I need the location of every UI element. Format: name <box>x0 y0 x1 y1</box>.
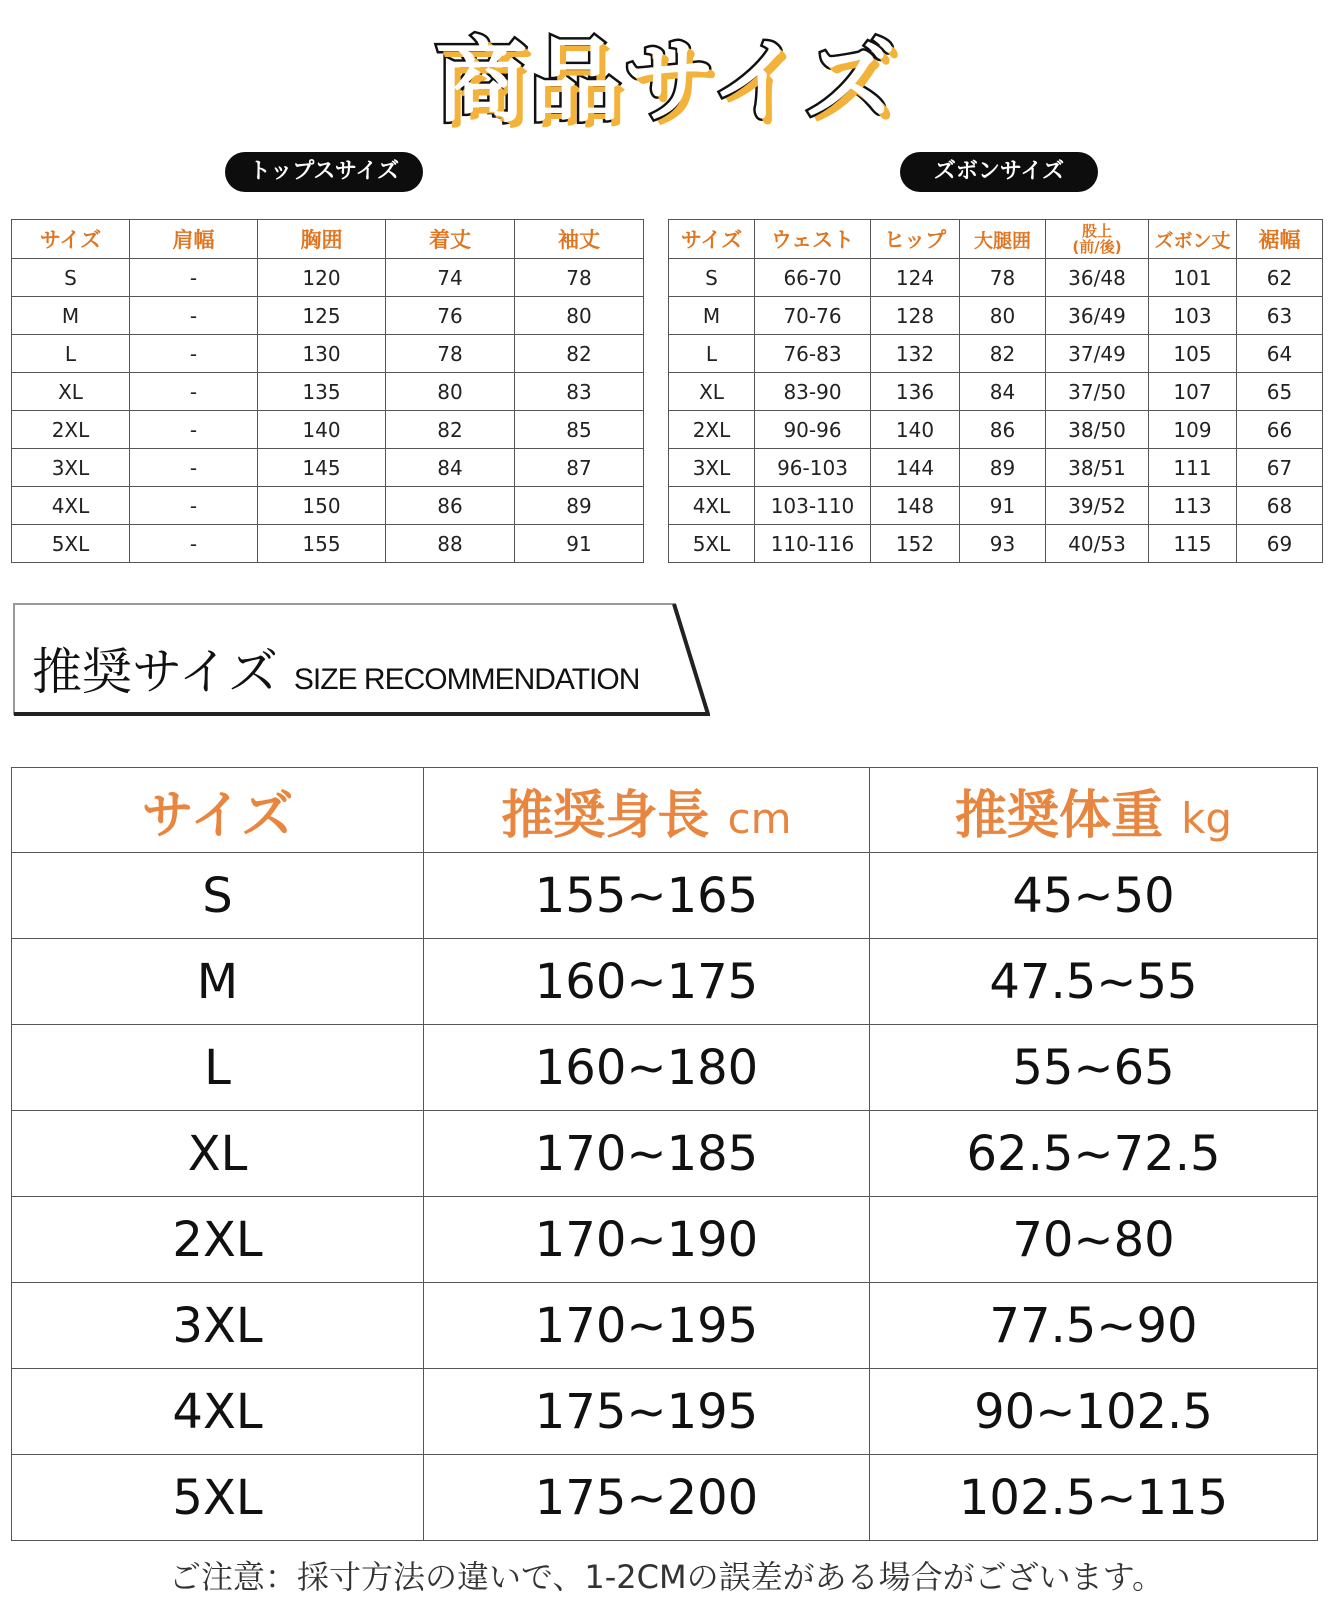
cell-size: 4XL <box>669 487 755 525</box>
cell-thigh: 93 <box>960 525 1046 563</box>
cell-size: 2XL <box>669 411 755 449</box>
cell-hip: 132 <box>871 335 960 373</box>
cell-hip: 128 <box>871 297 960 335</box>
cell-thigh: 78 <box>960 259 1046 297</box>
cell-hip: 124 <box>871 259 960 297</box>
recommendation-heading-jp: 推奨サイズ <box>32 643 278 701</box>
cell-size: XL <box>12 1111 424 1197</box>
cell-hem: 67 <box>1237 449 1323 487</box>
table-row <box>12 853 1318 939</box>
cell-height: 175~195 <box>424 1369 870 1455</box>
table-row <box>12 373 644 411</box>
header-size: サイズ <box>12 768 424 853</box>
cell-inseam: 107 <box>1149 373 1237 411</box>
cell-size: 5XL <box>12 525 130 563</box>
cell-thigh: 80 <box>960 297 1046 335</box>
table-row <box>12 335 644 373</box>
table-header-row <box>669 220 1323 259</box>
cell-size: 4XL <box>12 1369 424 1455</box>
cell-chest: 120 <box>258 259 386 297</box>
table-row <box>12 1369 1318 1455</box>
cell-waist: 110-116 <box>755 525 871 563</box>
cell-chest: 140 <box>258 411 386 449</box>
cell-size: XL <box>669 373 755 411</box>
table-row <box>669 525 1323 563</box>
recommendation-heading <box>32 632 639 704</box>
table-row <box>12 297 644 335</box>
cell-size: 4XL <box>12 487 130 525</box>
header-height-unit: cm <box>727 793 792 843</box>
cell-shoulder: - <box>130 411 258 449</box>
cell-shoulder: - <box>130 373 258 411</box>
cell-inseam: 105 <box>1149 335 1237 373</box>
table-row <box>12 939 1318 1025</box>
table-row <box>12 1111 1318 1197</box>
recommendation-table <box>11 767 1318 1541</box>
cell-hem: 63 <box>1237 297 1323 335</box>
cell-size: 2XL <box>12 411 130 449</box>
cell-chest: 135 <box>258 373 386 411</box>
cell-rise: 36/49 <box>1046 297 1149 335</box>
cell-sleeve: 78 <box>515 259 644 297</box>
header-hem: 裾幅 <box>1237 220 1323 259</box>
table-row <box>12 259 644 297</box>
header-length: 着丈 <box>386 220 515 259</box>
cell-inseam: 113 <box>1149 487 1237 525</box>
cell-height: 175~200 <box>424 1455 870 1541</box>
cell-hip: 148 <box>871 487 960 525</box>
recommendation-heading-en: SIZE RECOMMENDATION <box>293 663 640 696</box>
header-weight <box>870 768 1318 853</box>
header-hip: ヒップ <box>871 220 960 259</box>
cell-hip: 144 <box>871 449 960 487</box>
table-row <box>669 373 1323 411</box>
cell-weight: 102.5~115 <box>870 1455 1318 1541</box>
cell-size: 3XL <box>12 449 130 487</box>
cell-hip: 140 <box>871 411 960 449</box>
table-row <box>669 259 1323 297</box>
cell-size: 3XL <box>12 1283 424 1369</box>
cell-shoulder: - <box>130 297 258 335</box>
table-row <box>669 297 1323 335</box>
cell-rise: 36/48 <box>1046 259 1149 297</box>
cell-inseam: 103 <box>1149 297 1237 335</box>
cell-size: S <box>12 853 424 939</box>
cell-length: 74 <box>386 259 515 297</box>
cell-waist: 90-96 <box>755 411 871 449</box>
cell-size: S <box>12 259 130 297</box>
cell-sleeve: 89 <box>515 487 644 525</box>
cell-height: 170~195 <box>424 1283 870 1369</box>
cell-waist: 70-76 <box>755 297 871 335</box>
header-weight-label: 推奨体重 <box>954 785 1163 846</box>
cell-height: 170~185 <box>424 1111 870 1197</box>
cell-size: S <box>669 259 755 297</box>
cell-rise: 37/50 <box>1046 373 1149 411</box>
header-height-label: 推奨身長 <box>501 785 710 846</box>
cell-length: 88 <box>386 525 515 563</box>
cell-height: 170~190 <box>424 1197 870 1283</box>
table-row <box>12 487 644 525</box>
cell-weight: 47.5~55 <box>870 939 1318 1025</box>
tops-size-table <box>11 219 644 563</box>
cell-thigh: 91 <box>960 487 1046 525</box>
table-row <box>669 487 1323 525</box>
table-row <box>669 449 1323 487</box>
measurement-note: ご注意：採寸方法の違いで、1-2CMの誤差がある場合がございます。 <box>168 1558 1165 1596</box>
recommendation-banner <box>10 600 710 720</box>
cell-rise: 38/51 <box>1046 449 1149 487</box>
cell-hem: 65 <box>1237 373 1323 411</box>
cell-shoulder: - <box>130 487 258 525</box>
cell-shoulder: - <box>130 525 258 563</box>
cell-chest: 125 <box>258 297 386 335</box>
header-thigh: 大腿囲 <box>960 220 1046 259</box>
cell-hem: 64 <box>1237 335 1323 373</box>
cell-sleeve: 87 <box>515 449 644 487</box>
header-chest: 胸囲 <box>258 220 386 259</box>
cell-chest: 130 <box>258 335 386 373</box>
cell-size: M <box>669 297 755 335</box>
cell-length: 76 <box>386 297 515 335</box>
table-header-row <box>12 220 644 259</box>
table-row <box>12 1283 1318 1369</box>
cell-size: M <box>12 939 424 1025</box>
cell-waist: 76-83 <box>755 335 871 373</box>
table-row <box>12 449 644 487</box>
cell-waist: 103-110 <box>755 487 871 525</box>
header-shoulder: 肩幅 <box>130 220 258 259</box>
cell-size: L <box>12 1025 424 1111</box>
table-row <box>12 1455 1318 1541</box>
cell-hip: 152 <box>871 525 960 563</box>
header-inseam: ズボン丈 <box>1149 220 1237 259</box>
table-row <box>12 411 644 449</box>
tops-size-label: トップスサイズ <box>225 152 423 192</box>
pants-size-label: ズボンサイズ <box>900 152 1098 192</box>
cell-size: XL <box>12 373 130 411</box>
cell-inseam: 109 <box>1149 411 1237 449</box>
header-height <box>424 768 870 853</box>
cell-weight: 45~50 <box>870 853 1318 939</box>
cell-chest: 150 <box>258 487 386 525</box>
cell-length: 82 <box>386 411 515 449</box>
cell-size: L <box>12 335 130 373</box>
table-row <box>12 525 644 563</box>
header-weight-unit: kg <box>1181 793 1233 843</box>
header-size: サイズ <box>669 220 755 259</box>
cell-size: L <box>669 335 755 373</box>
cell-weight: 90~102.5 <box>870 1369 1318 1455</box>
cell-height: 160~180 <box>424 1025 870 1111</box>
header-rise-sub: (前/後) <box>1072 238 1122 256</box>
cell-rise: 40/53 <box>1046 525 1149 563</box>
cell-weight: 55~65 <box>870 1025 1318 1111</box>
cell-weight: 70~80 <box>870 1197 1318 1283</box>
cell-rise: 37/49 <box>1046 335 1149 373</box>
cell-hem: 62 <box>1237 259 1323 297</box>
cell-length: 78 <box>386 335 515 373</box>
table-header-row <box>12 768 1318 853</box>
page-title: 商品サイズ <box>435 28 898 135</box>
cell-rise: 38/50 <box>1046 411 1149 449</box>
cell-inseam: 115 <box>1149 525 1237 563</box>
cell-hem: 66 <box>1237 411 1323 449</box>
cell-sleeve: 83 <box>515 373 644 411</box>
pants-size-table <box>668 219 1323 563</box>
cell-waist: 96-103 <box>755 449 871 487</box>
cell-weight: 77.5~90 <box>870 1283 1318 1369</box>
table-row <box>12 1025 1318 1111</box>
cell-thigh: 84 <box>960 373 1046 411</box>
cell-chest: 145 <box>258 449 386 487</box>
cell-size: 3XL <box>669 449 755 487</box>
cell-inseam: 101 <box>1149 259 1237 297</box>
cell-length: 80 <box>386 373 515 411</box>
cell-sleeve: 80 <box>515 297 644 335</box>
cell-thigh: 89 <box>960 449 1046 487</box>
header-rise <box>1046 220 1149 259</box>
cell-height: 155~165 <box>424 853 870 939</box>
table-row <box>669 411 1323 449</box>
cell-sleeve: 82 <box>515 335 644 373</box>
cell-chest: 155 <box>258 525 386 563</box>
cell-thigh: 86 <box>960 411 1046 449</box>
cell-size: 2XL <box>12 1197 424 1283</box>
table-row <box>12 1197 1318 1283</box>
cell-rise: 39/52 <box>1046 487 1149 525</box>
cell-hem: 68 <box>1237 487 1323 525</box>
cell-weight: 62.5~72.5 <box>870 1111 1318 1197</box>
header-rise-label: 股上 <box>1081 222 1112 240</box>
header-waist: ウェスト <box>755 220 871 259</box>
cell-waist: 66-70 <box>755 259 871 297</box>
header-sleeve: 袖丈 <box>515 220 644 259</box>
cell-hem: 69 <box>1237 525 1323 563</box>
cell-shoulder: - <box>130 259 258 297</box>
cell-length: 86 <box>386 487 515 525</box>
cell-size: 5XL <box>12 1455 424 1541</box>
cell-shoulder: - <box>130 335 258 373</box>
cell-hip: 136 <box>871 373 960 411</box>
cell-length: 84 <box>386 449 515 487</box>
cell-sleeve: 91 <box>515 525 644 563</box>
cell-inseam: 111 <box>1149 449 1237 487</box>
cell-size: 5XL <box>669 525 755 563</box>
cell-height: 160~175 <box>424 939 870 1025</box>
cell-thigh: 82 <box>960 335 1046 373</box>
table-row <box>669 335 1323 373</box>
header-size: サイズ <box>12 220 130 259</box>
cell-sleeve: 85 <box>515 411 644 449</box>
cell-waist: 83-90 <box>755 373 871 411</box>
cell-shoulder: - <box>130 449 258 487</box>
cell-size: M <box>12 297 130 335</box>
